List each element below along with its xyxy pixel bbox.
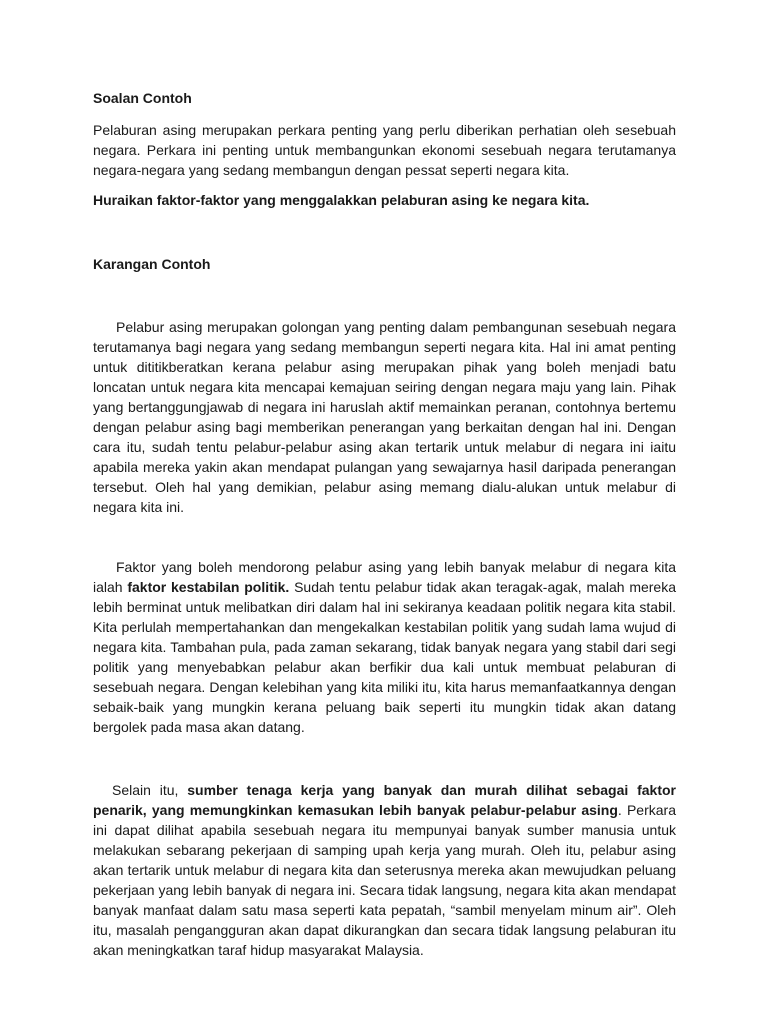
paragraph-3-bold: sumber tenaga kerja yang banyak dan murah dilihat sebagai faktor penarik, yang memungkinkan kemasukan lebih banyak pelabur-pelabur asing: [93, 782, 676, 818]
paragraph-2-text-b: Sudah tentu pelabur tidak akan teragak-agak, malah mereka lebih berminat untuk melibatkan diri dalam hal ini sekiranya keadaan politik negara kita stabil. Kita perlulah mempertahankan dan mengekalkan kestabilan politik yang sudah lama wujud di negara kita. Tambahan pula, pada zaman sekarang, tidak banyak negara yang stabil dari segi politik yang menyebabkan pelabur akan berfikir dua kali untuk membuat pelaburan di sesebuah negara. Dengan kelebihan yang kita miliki itu, kita harus memanfaatkannya dengan sebaik-baik yang mungkin kerana peluang baik seperti itu mungkin tidak akan datang bergolek pada masa akan datang.: [93, 579, 677, 735]
karangan-heading: Karangan Contoh: [93, 256, 211, 272]
document-page: [93, 88, 676, 960]
soalan-intro: Pelaburan asing merupakan perkara penting yang perlu diberikan perhatian oleh sesebuah negara. Perkara ini penting untuk membangunkan ekonomi sesebuah negara terutamanya negara-negara yang sedang membangun dengan pessat seperti negara kita.: [93, 122, 676, 178]
paragraph-3-text-a: Selain itu,: [112, 782, 188, 798]
karangan-paragraph-3: [93, 780, 676, 960]
paragraph-2-text-a: Faktor yang boleh mendorong pelabur asing yang lebih banyak melabur di negara kita ialah: [93, 559, 676, 595]
soalan-question: Huraikan faktor-faktor yang menggalakkan pelaburan asing ke negara kita.: [93, 192, 590, 208]
karangan-paragraph-1: Pelabur asing merupakan golongan yang penting dalam pembangunan sesebuah negara terutamanya bagi negara yang sedang membangun seperti negara kita. Hal ini amat penting untuk dititikberatkan kerana pelabur asing merupakan pihak yang boleh menjadi batu loncatan untuk negara kita mencapai kemajuan seiring dengan negara maju yang lain. Pihak yang bertanggungjawab di negara ini haruslah aktif memainkan peranan, contohnya bertemu dengan pelabur asing bagi memberikan penerangan yang berkaitan dengan hal ini. Dengan cara itu, sudah tentu pelabur-pelabur asing akan tertarik untuk melabur di negara ini iaitu apabila mereka yakin akan mendapat pulangan yang sewajarnya hasil daripada penerangan tersebut. Oleh hal yang demikian, pelabur asing memang dialu-alukan untuk melabur di negara kita ini.: [93, 319, 676, 515]
paragraph-2-bold: faktor kestabilan politik.: [127, 579, 290, 595]
paragraph-3-text-b: . Perkara ini dapat dilihat apabila sesebuah negara itu mempunyai banyak sumber manusia untuk melakukan sebarang pekerjaan di samping upah kerja yang murah. Oleh itu, pelabur asing akan tertarik untuk melabur di negara kita dan seterusnya mereka akan mewujudkan peluang pekerjaan yang lebih banyak di negara ini. Secara tidak langsung, negara kita akan mendapat banyak manfaat dalam satu masa seperti kata pepatah, “sambil menyelam minum air”. Oleh itu, masalah pengangguran akan dapat dikurangkan dan secara tidak langsung pelaburan itu akan meningkatkan taraf hidup masyarakat Malaysia.: [93, 802, 676, 958]
soalan-heading: Soalan Contoh: [93, 90, 192, 106]
karangan-paragraph-2: [93, 557, 676, 737]
